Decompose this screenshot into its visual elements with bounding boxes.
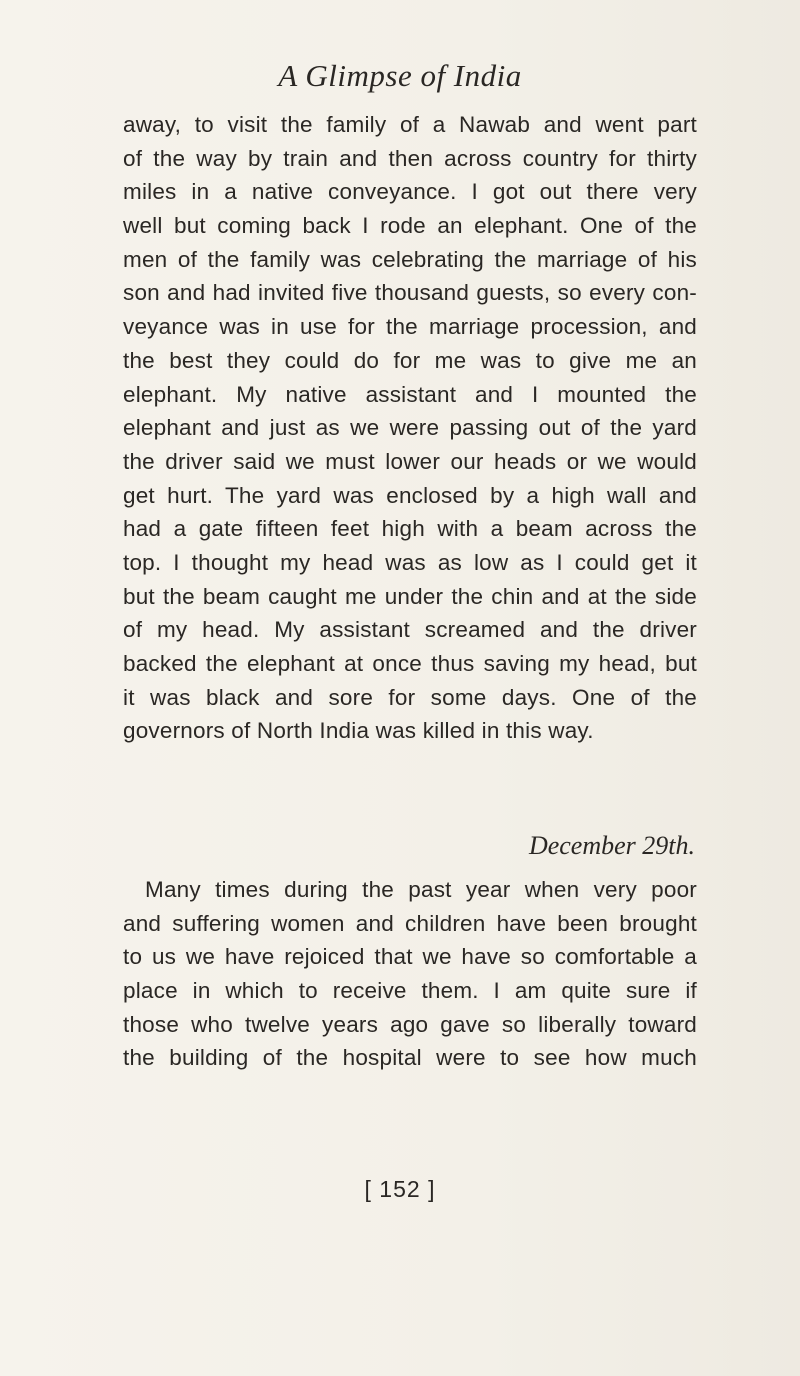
text-line: Many times during the past year when very poor — [145, 877, 697, 902]
text-line: had a gate fifteen feet high with a beam across the — [123, 516, 697, 542]
text-line: well but coming back I rode an elephant. One of the — [123, 213, 697, 239]
text-line: miles in a native conveyance. I got out there very — [123, 179, 697, 205]
text-line: the driver said we must lower our heads or we would — [123, 448, 697, 474]
text-line: the best they could do for me was to give me an — [123, 347, 697, 373]
running-head: A Glimpse of India — [278, 58, 522, 93]
text-line: governors of North India was killed in this way. — [123, 718, 594, 744]
paragraph-2 — [123, 873, 697, 1075]
text-line: get hurt. The yard was enclosed by a high wall and — [123, 482, 697, 508]
text-line: but the beam caught me under the chin and at the side — [123, 583, 697, 609]
text-line: to us we have rejoiced that we have so comfortable a — [123, 944, 697, 970]
dateline: December 29th. — [528, 831, 695, 860]
text-line: it was black and sore for some days. One of the — [123, 684, 697, 710]
text-line: away, to visit the family of a Nawab and went part — [123, 112, 697, 137]
text-line: place in which to receive them. I am quite sure if — [123, 978, 697, 1004]
page-number: [ 152 ] — [364, 1176, 436, 1202]
text-line: and suffering women and children have been brought — [123, 910, 697, 936]
text-line: those who twelve years ago gave so liberally toward — [123, 1011, 697, 1037]
text-line: the building of the hospital were to see how much — [123, 1045, 697, 1071]
text-line: of the way by train and then across country for thirty — [123, 145, 697, 171]
text-line: men of the family was celebrating the marriage of his — [123, 246, 697, 272]
text-line: son and had invited five thousand guests, so every con- — [123, 280, 697, 306]
text-line: top. I thought my head was as low as I could get it — [123, 549, 697, 575]
text-line: of my head. My assistant screamed and the driver — [123, 617, 697, 643]
text-line: elephant. My native assistant and I mounted the — [123, 381, 697, 407]
text-line: veyance was in use for the marriage procession, and — [123, 314, 697, 340]
text-line: elephant and just as we were passing out of the yard — [123, 415, 697, 441]
text-line: backed the elephant at once thus saving my head, but — [123, 651, 697, 676]
paragraph-1 — [123, 108, 697, 748]
